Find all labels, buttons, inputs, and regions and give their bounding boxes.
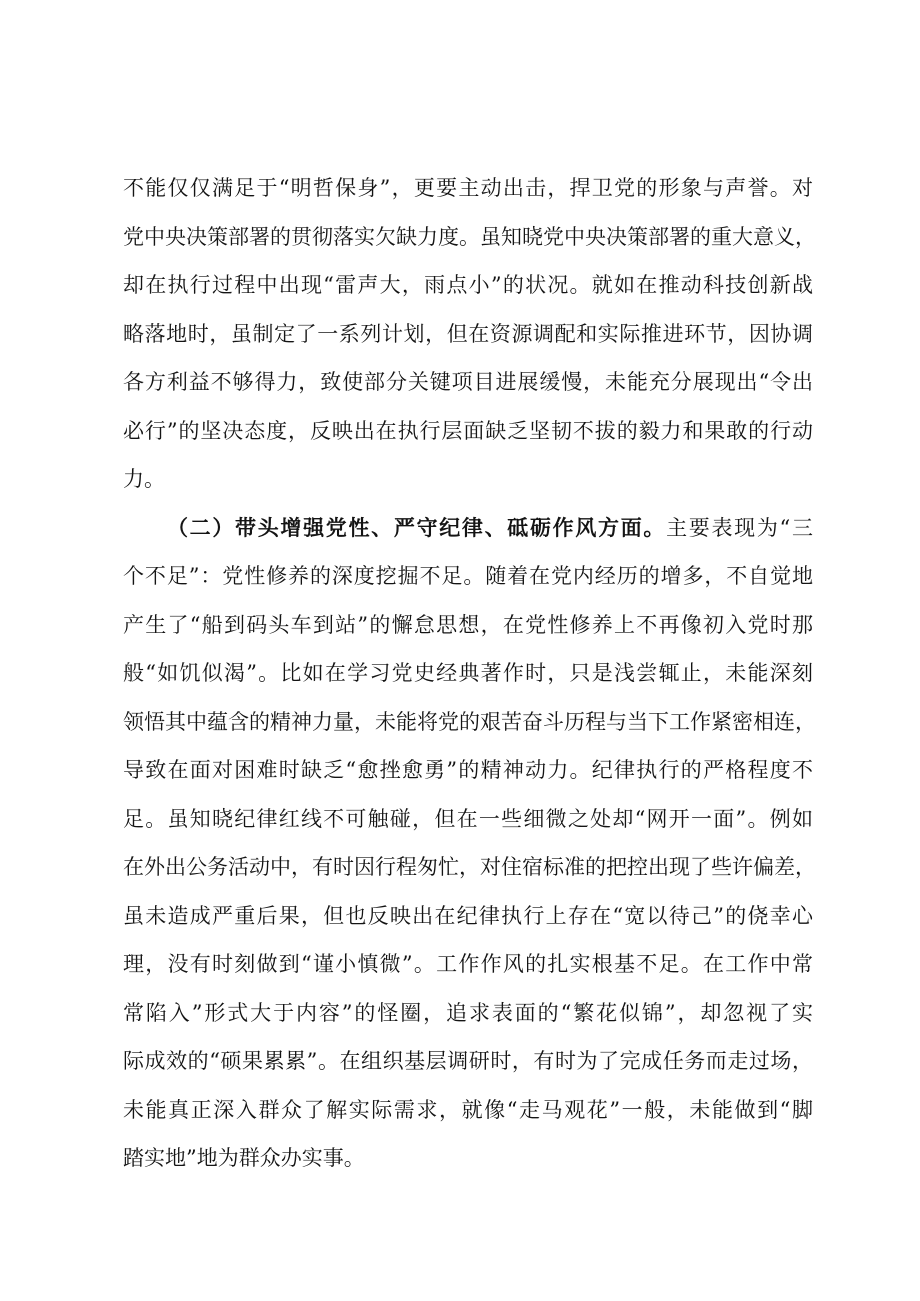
paragraph-1-line: 不能仅仅满足于“明哲保身”，更要主动出击，捍卫党的形象与声誉。对 [123, 176, 813, 200]
document-body [123, 164, 816, 1183]
paragraph-2-line: 导致在面对困难时缺乏“愈挫愈勇”的精神动力。纪律执行的严格程度不 [123, 758, 813, 782]
paragraph-2 [123, 504, 816, 1183]
paragraph-2-line: 踏实地”地为群众办实事。 [123, 1146, 365, 1170]
section-heading: （二）带头增强党性、严守纪律、砥砺作风方面。 [167, 514, 667, 540]
paragraph-1-line: 略落地时，虽制定了一系列计划，但在资源调配和实际推进环节，因协调 [123, 321, 813, 346]
paragraph-2-line: 产生了“船到码头车到站”的懈怠思想，在党性修养上不再像初入党时那 [123, 612, 813, 637]
paragraph-1-line: 党中央决策部署的贯彻落实欠缺力度。虽知晓党中央决策部署的重大意义， [123, 224, 816, 249]
section-heading-tail: 主要表现为“三 [666, 515, 813, 540]
paragraph-1 [123, 164, 816, 504]
paragraph-1-line: 各方利益不够得力，致使部分关键项目进展缓慢，未能充分展现出“令出 [123, 370, 813, 394]
paragraph-1-line: 必行”的坚决态度，反映出在执行层面缺乏坚韧不拔的毅力和果敢的行动 [123, 418, 813, 443]
paragraph-2-line: 理，没有时刻做到“谨小慎微”。工作作风的扎实根基不足。在工作中常 [123, 952, 813, 976]
paragraph-2-line: 在外出公务活动中，有时因行程匆忙，对住宿标准的把控出现了些许偏差， [123, 855, 816, 879]
paragraph-2-first-line [123, 504, 813, 553]
paragraph-2-line: 虽未造成严重后果，但也反映出在纪律执行上存在“宽以待己”的侥幸心 [123, 903, 813, 928]
paragraph-2-line: 际成效的“硕果累累”。在组织基层调研时，有时为了完成任务而走过场， [123, 1049, 813, 1073]
paragraph-2-line: 未能真正深入群众了解实际需求，就像“走马观花”一般，未能做到“脚 [123, 1097, 813, 1122]
paragraph-1-line: 力。 [123, 467, 165, 491]
paragraph-2-line: 个不足”：党性修养的深度挖掘不足。随着在党内经历的增多，不自觉地 [123, 564, 813, 588]
paragraph-1-line: 却在执行过程中出现“雷声大，雨点小”的状况。就如在推动科技创新战 [123, 273, 813, 297]
paragraph-2-line: 领悟其中蕴含的精神力量，未能将党的艰苦奋斗历程与当下工作紧密相连， [123, 709, 816, 734]
paragraph-2-line: 常陷入”形式大于内容”的怪圈，追求表面的“繁花似锦”，却忽视了实 [123, 1000, 813, 1025]
paragraph-2-line: 般“如饥似渴”。比如在学习党史经典著作时，只是浅尝辄止，未能深刻 [123, 661, 813, 685]
paragraph-2-line: 足。虽知晓纪律红线不可触碰，但在一些细微之处却“网开一面”。例如 [123, 806, 813, 831]
